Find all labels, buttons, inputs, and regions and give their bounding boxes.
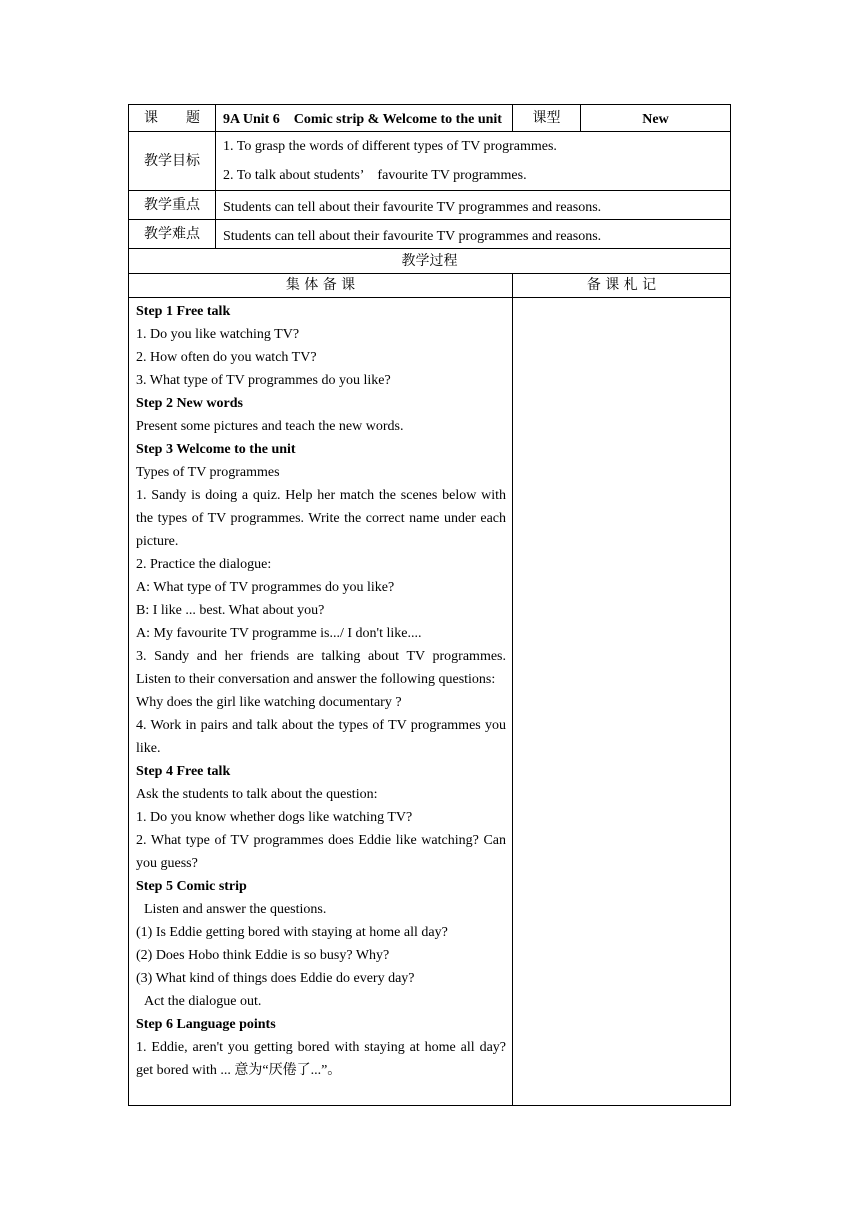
lesson-table — [128, 104, 731, 1106]
content-line: 2. What type of TV programmes does Eddie like watching? Can you guess? — [136, 833, 506, 871]
content-line: 1. Do you like watching TV? — [136, 327, 300, 342]
content-line: (1) Is Eddie getting bored with staying at home all day? — [136, 925, 448, 940]
key-points-value: Students can tell about their favourite TV programmes and reasons. — [216, 191, 731, 220]
content-line: Present some pictures and teach the new words. — [136, 419, 404, 434]
content-line: 1. Eddie, aren't you getting bored with staying at home all day? get bored with ... 意为“厌倦了...”。 — [136, 1040, 524, 1078]
objectives-label: 教学目标 — [129, 132, 216, 191]
key-points-row — [129, 191, 731, 220]
content-line: (3) What kind of things does Eddie do every day? — [136, 971, 415, 986]
prep-notes-content — [513, 298, 731, 1106]
objective-item: 2. To talk about students’ favourite TV programmes. — [223, 168, 527, 183]
difficulties-label: 教学难点 — [129, 220, 216, 249]
content-line: Why does the girl like watching documentary ? — [136, 695, 402, 710]
type-value: New — [581, 105, 731, 132]
content-line: B: I like ... best. What about you? — [136, 603, 325, 618]
process-body-row — [129, 298, 731, 1106]
objectives-row — [129, 132, 731, 191]
step-heading: Step 6 Language points — [136, 1017, 276, 1032]
difficulties-value: Students can tell about their favourite TV programmes and reasons. — [216, 220, 731, 249]
collective-prep-header: 集 体 备 课 — [129, 274, 513, 298]
header-row — [129, 105, 731, 132]
content-line: 2. Practice the dialogue: — [136, 557, 272, 572]
process-title: 教学过程 — [129, 249, 731, 274]
collective-prep-content — [129, 298, 524, 1106]
content-line: 3. What type of TV programmes do you like? — [136, 373, 391, 388]
step-heading: Step 4 Free talk — [136, 764, 231, 779]
content-line: Listen and answer the questions. — [144, 902, 327, 917]
difficulties-row — [129, 220, 731, 249]
topic-label: 课 题 — [129, 105, 216, 132]
step-heading: Step 1 Free talk — [136, 304, 231, 319]
step-heading: Step 3 Welcome to the unit — [136, 442, 296, 457]
topic-value: 9A Unit 6 Comic strip & Welcome to the unit — [216, 105, 513, 132]
step-heading: Step 2 New words — [136, 396, 243, 411]
step-heading: Step 5 Comic strip — [136, 879, 247, 894]
content-line: 1. Do you know whether dogs like watching TV? — [136, 810, 413, 825]
prep-notes-header: 备 课 札 记 — [513, 274, 731, 298]
type-label: 课型 — [513, 105, 581, 132]
content-line: Ask the students to talk about the question: — [136, 787, 378, 802]
process-title-row — [129, 249, 731, 274]
content-line: 3. Sandy and her friends are talking about TV programmes. Listen to their conversation and answer the following questions: — [136, 649, 506, 687]
content-line: Types of TV programmes — [136, 465, 280, 480]
content-line: (2) Does Hobo think Eddie is so busy? Why? — [136, 948, 390, 963]
content-line: 4. Work in pairs and talk about the types of TV programmes you like. — [136, 718, 506, 756]
content-lines — [136, 300, 524, 1082]
content-line: Act the dialogue out. — [144, 994, 262, 1009]
process-columns-row — [129, 274, 731, 298]
content-line: 2. How often do you watch TV? — [136, 350, 317, 365]
objectives-value — [216, 132, 731, 191]
lesson-plan — [128, 104, 730, 1106]
content-line: A: My favourite TV programme is.../ I don't like.... — [136, 626, 422, 641]
content-line: 1. Sandy is doing a quiz. Help her match the scenes below with the types of TV programmes. Write the correct name under each picture. — [136, 488, 506, 549]
objective-item: 1. To grasp the words of different types of TV programmes. — [223, 139, 557, 154]
content-line: A: What type of TV programmes do you like? — [136, 580, 395, 595]
key-points-label: 教学重点 — [129, 191, 216, 220]
